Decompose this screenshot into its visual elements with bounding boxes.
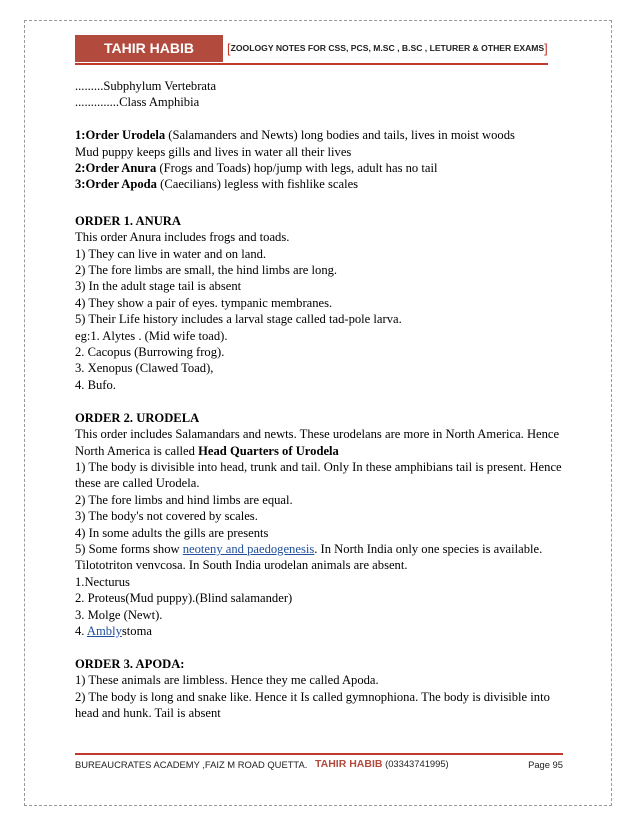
urodela-line: 2. Proteus(Mud puppy).(Blind salamander) <box>75 591 293 606</box>
header-title: TAHIR HABIB <box>75 35 223 62</box>
anura-line: 5) Their Life history includes a larval stage called tad-pole larva. <box>75 312 402 327</box>
urodela-line: 3. Molge (Newt). <box>75 607 163 622</box>
anura-heading: ORDER 1. ANURA <box>75 213 182 228</box>
footer-name: TAHIR HABIB <box>315 758 383 770</box>
urodela-line-text: 5) Some forms show <box>75 541 183 556</box>
order-apoda-summary <box>75 176 565 192</box>
neoteny-link[interactable]: neoteny and paedogenesis <box>182 541 315 556</box>
order-urodela-text: (Salamanders and Newts) long bodies and tails, lives in moist woods <box>165 128 515 143</box>
urodela-line <box>75 541 565 557</box>
head-quarters-of-urodela: Head Quarters of Urodela <box>198 443 339 458</box>
order-urodela-summary <box>75 127 565 143</box>
urodela-line-text: stoma <box>121 623 152 638</box>
anura-line: 2) The fore limbs are small, the hind limbs are long. <box>75 263 338 278</box>
urodela-line-text: . In North India only one species is available. <box>314 541 543 556</box>
order-urodela-label: 1:Order Urodela <box>75 128 166 143</box>
urodela-line: 1) The body is divisible into head, trunk and tail. Only In these amphibians tail is present. Hence <box>75 459 562 474</box>
urodela-line <box>75 623 565 639</box>
anura-line: 3. Xenopus (Clawed Toad), <box>75 361 214 376</box>
anura-line: 4) They show a pair of eyes. tympanic membranes. <box>75 295 333 310</box>
urodela-line-text: 4. <box>75 623 87 638</box>
page-content <box>75 78 565 721</box>
apoda-line: head and hunk. Tail is absent <box>75 705 221 720</box>
urodela-line: 4) In some adults the gills are presents <box>75 525 269 540</box>
page-footer <box>75 759 563 773</box>
mud-puppy-line: Mud puppy keeps gills and lives in water all their lives <box>75 144 352 159</box>
anura-line: 4. Bufo. <box>75 377 116 392</box>
urodela-line: This order includes Salamandars and newts. These urodelans are more in North America. Hence <box>75 427 560 442</box>
page-number: Page 95 <box>528 759 563 770</box>
anura-line: 2. Cacopus (Burrowing frog). <box>75 345 225 360</box>
anura-line: eg:1. Alytes . (Mid wife toad). <box>75 328 228 343</box>
footer-phone: (03343741995) <box>382 758 449 769</box>
class-line: ..............Class Amphibia <box>75 95 200 110</box>
urodela-line <box>75 443 565 459</box>
header-bracket-close: ] <box>544 41 548 56</box>
footer-academy: BUREAUCRATES ACADEMY ,FAIZ M ROAD QUETTA. <box>75 759 308 770</box>
apoda-line: 2) The body is long and snake like. Hence it Is called gymnophiona. The body is divisible into <box>75 689 550 704</box>
urodela-line: 1.Necturus <box>75 574 130 589</box>
anura-line: This order Anura includes frogs and toads. <box>75 230 290 245</box>
order-anura-summary <box>75 160 565 176</box>
urodela-line: these are called Urodela. <box>75 476 200 491</box>
header-subtitle-text: ZOOLOGY NOTES FOR CSS, PCS, M.SC , B.SC , LETURER & OTHER EXAMS <box>230 43 545 53</box>
urodela-line: 3) The body's not covered by scales. <box>75 509 258 524</box>
apoda-heading: ORDER 3. APODA: <box>75 656 185 671</box>
urodela-heading: ORDER 2. URODELA <box>75 410 200 425</box>
urodela-line-text: North America is called <box>75 443 199 458</box>
page-header <box>75 35 550 62</box>
order-apoda-text: (Caecilians) legless with fishlike scales <box>156 177 359 192</box>
apoda-line: 1) These animals are limbless. Hence they me called Apoda. <box>75 673 379 688</box>
urodela-line: 2) The fore limbs and hind limbs are equal. <box>75 492 293 507</box>
anura-line: 3) In the adult stage tail is absent <box>75 279 242 294</box>
footer-author <box>315 758 449 770</box>
order-anura-label: 2:Order Anura <box>75 161 157 176</box>
urodela-line: Tilototriton venvcosa. In South India urodelan animals are absent. <box>75 558 408 573</box>
header-rule <box>75 63 548 65</box>
order-anura-text: (Frogs and Toads) hop/jump with legs, adult has no tail <box>156 161 438 176</box>
order-apoda-label: 3:Order Apoda <box>75 177 157 192</box>
subphylum-line: .........Subphylum Vertebrata <box>75 79 217 93</box>
anura-line: 1) They can live in water and on land. <box>75 246 267 261</box>
header-subtitle <box>227 41 548 56</box>
footer-rule <box>75 753 563 755</box>
ambly-link[interactable]: Ambly <box>86 623 122 638</box>
header-bracket-open: [ <box>227 41 231 56</box>
